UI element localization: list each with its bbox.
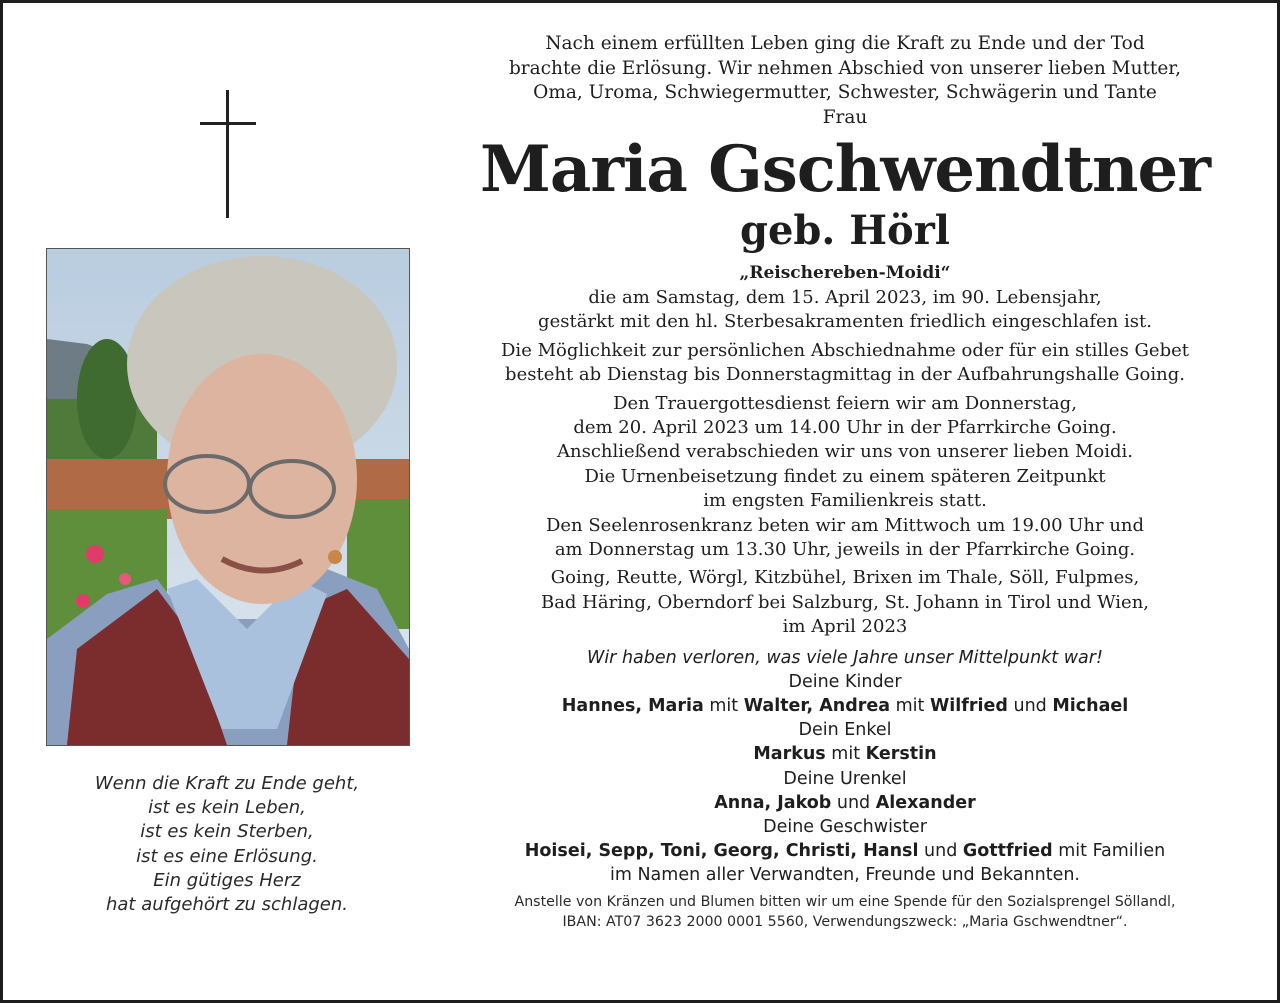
intro-line: brachte die Erlösung. Wir nehmen Abschied von unserer lieben Mutter, [508, 57, 1182, 79]
poem-line: Ein gütiges Herz [153, 869, 301, 891]
viewing-line: besteht ab Dienstag bis Donnerstagmittag in der Aufbahrungshalle Going. [505, 364, 1185, 386]
service-line: Anschließend verabschieden wir uns von unserer lieben Moidi. [557, 441, 1133, 463]
intro-line: Oma, Uroma, Schwiegermutter, Schwester, Schwägerin und Tante [533, 82, 1157, 103]
nickname: „Reischereben-Moidi“ [739, 263, 951, 283]
greatgrandchildren-label: Deine Urenkel [783, 768, 907, 789]
donation-note [452, 892, 1238, 932]
intro-line: Nach einem erfüllten Leben ging die Kraft zu Ende und der Tod [545, 33, 1145, 54]
donation-line: IBAN: AT07 3623 2000 0001 5560, Verwendungszweck: „Maria Gschwendtner“. [562, 913, 1128, 930]
places-line: im April 2023 [782, 616, 908, 638]
cross-icon [200, 90, 256, 218]
relatives-line: im Namen aller Verwandten, Freunde und Bekannten. [609, 865, 1080, 886]
service-line: Den Trauergottesdienst feiern wir am Donnerstag, [613, 392, 1077, 414]
siblings-names: Hoisei, Sepp, Toni, Georg, Christi, Hansl und Gottfried mit Familien [524, 841, 1166, 862]
poem [46, 772, 408, 917]
service-line: Die Urnenbeisetzung findet zu einem späteren Zeitpunkt [584, 465, 1106, 487]
viewing-paragraph [452, 339, 1238, 388]
poem-line: ist es kein Sterben, [140, 821, 314, 843]
places-line: Going, Reutte, Wörgl, Kitzbühel, Brixen im Thale, Söll, Fulpmes, [550, 567, 1140, 589]
places-line: Bad Häring, Oberndorf bei Salzburg, St. Johann in Tirol und Wien, [540, 591, 1150, 613]
birth-name: geb. Hörl [740, 207, 950, 254]
death-line: die am Samstag, dem 15. April 2023, im 90. Lebensjahr, [588, 287, 1102, 308]
poem-line: hat aufgehört zu schlagen. [105, 894, 348, 916]
service-line: im engsten Familienkreis statt. [703, 490, 987, 512]
children-label: Deine Kinder [788, 671, 902, 692]
children-names: Hannes, Maria mit Walter, Andrea mit Wilfried und Michael [561, 695, 1129, 716]
donation-line: Anstelle von Kränzen und Blumen bitten wir um eine Spende für den Sozialsprengel Söllandl, [514, 893, 1176, 910]
viewing-line: Die Möglichkeit zur persönlichen Abschiednahme oder für ein stilles Gebet [501, 339, 1189, 361]
family-list [452, 670, 1238, 888]
death-line: gestärkt mit den hl. Sterbesakramenten friedlich eingeschlafen ist. [538, 311, 1152, 333]
service-line: am Donnerstag um 13.30 Uhr, jeweils in der Pfarrkirche Going. [554, 539, 1136, 561]
poem-line: ist es eine Erlösung. [136, 845, 318, 867]
siblings-label: Deine Geschwister [763, 816, 927, 837]
greatgrandchildren-names: Anna, Jakob und Alexander [714, 792, 976, 813]
death-paragraph [452, 286, 1238, 335]
service-paragraph [452, 392, 1238, 563]
poem-line: Wenn die Kraft zu Ende geht, [94, 773, 360, 794]
deceased-name: Maria Gschwendtner [480, 132, 1210, 207]
grandchild-label: Dein Enkel [798, 720, 892, 741]
motto: Wir haben verloren, was viele Jahre unser Mittelpunkt war! [587, 647, 1103, 668]
service-line: dem 20. April 2023 um 14.00 Uhr in der Pfarrkirche Going. [573, 417, 1117, 439]
intro-line: Frau [822, 106, 868, 128]
grandchild-names: Markus mit Kerstin [753, 744, 937, 765]
places-paragraph [452, 566, 1238, 639]
obituary-text [452, 32, 1238, 932]
service-line: Den Seelenrosenkranz beten wir am Mittwoch um 19.00 Uhr und [545, 514, 1145, 536]
poem-line: ist es kein Leben, [148, 797, 306, 819]
intro-text [452, 32, 1238, 130]
portrait-photo [46, 248, 410, 746]
